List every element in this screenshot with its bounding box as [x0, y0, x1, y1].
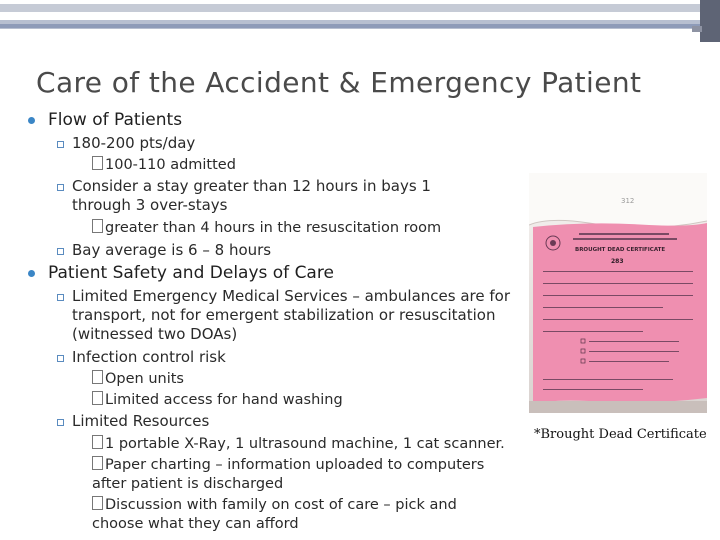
sub-bullet-marker [57, 355, 64, 362]
sub-list-item: 100-110 admitted [92, 156, 512, 175]
figure-caption: *Brought Dead Certificate [534, 427, 707, 442]
header-corner-block [700, 0, 720, 42]
list-item: Limited Resources [72, 412, 210, 430]
certificate-page-number: 312 [621, 197, 635, 205]
checkbox-glyph-icon [92, 156, 103, 170]
section-heading: Patient Safety and Delays of Care [48, 263, 334, 283]
list-item: Consider a stay greater than 12 hours in bays 1 through 3 over-stays [72, 177, 431, 214]
sub-list-item: Limited access for hand washing [92, 391, 512, 410]
sub-list-item: Open units [92, 370, 512, 389]
bullet-dot [28, 117, 35, 124]
slide-title: Care of the Accident & Emergency Patient [36, 66, 642, 99]
bullet-dot [28, 270, 35, 277]
sub-bullet-marker [57, 141, 64, 148]
sub-bullet-marker [57, 184, 64, 191]
sub-list-item: 1 portable X-Ray, 1 ultrasound machine, 1 cat scanner. [92, 435, 522, 454]
header-stripe [0, 4, 700, 12]
sub-list-item: greater than 4 hours in the resuscitation room [92, 219, 512, 238]
checkbox-glyph-icon [92, 496, 103, 510]
list-item: Bay average is 6 – 8 hours [72, 241, 272, 259]
certificate-number: 283 [611, 258, 624, 265]
sub-list-item: Paper charting – information uploaded to computers after patient is discharged [92, 457, 485, 492]
section-heading: Flow of Patients [48, 110, 183, 130]
sub-bullet-marker [57, 419, 64, 426]
certificate-heading: BROUGHT DEAD CERTIFICATE [575, 247, 666, 253]
header-band [0, 0, 720, 44]
sub-list-item: Discussion with family on cost of care – pick and choose what they can afford [92, 497, 457, 532]
sub-bullet-marker [57, 294, 64, 301]
header-corner-accent [692, 26, 702, 32]
certificate-photo [529, 173, 707, 413]
checkbox-glyph-icon [92, 219, 103, 233]
checkbox-glyph-icon [92, 456, 103, 470]
header-stripe [0, 24, 700, 28]
certificate-illustration [529, 173, 707, 413]
list-item: Limited Emergency Medical Services – ambulances are for transport, not for emergent stabilization or resuscitation (witnessed two DOAs) [72, 287, 511, 343]
checkbox-glyph-icon [92, 370, 103, 384]
list-item: 180-200 pts/day [72, 134, 196, 152]
checkbox-glyph-icon [92, 435, 103, 449]
list-item: Infection control risk [72, 348, 226, 366]
sub-bullet-marker [57, 248, 64, 255]
checkbox-glyph-icon [92, 391, 103, 405]
